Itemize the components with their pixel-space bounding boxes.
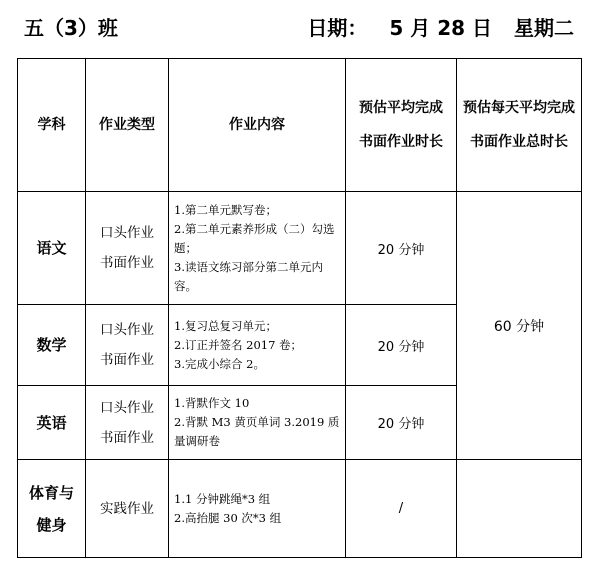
content-item: 2.订正并签名 2017 卷； bbox=[174, 337, 303, 352]
table-row bbox=[18, 460, 582, 558]
type-label: 实践作业 bbox=[100, 500, 154, 517]
content-cell bbox=[169, 460, 346, 558]
duration-cell: 20 分钟 bbox=[346, 386, 457, 460]
type-label: 书面作业 bbox=[100, 352, 154, 368]
date-label: 日期： bbox=[307, 16, 368, 40]
type-cell bbox=[86, 386, 169, 460]
table-header-row bbox=[18, 59, 582, 192]
subject-cell: 体育与健身 bbox=[18, 460, 86, 558]
column-header-type: 作业类型 bbox=[86, 59, 169, 192]
content-item: 1.背默作文 10 bbox=[174, 396, 250, 410]
column-header-duration: 预估平均完成书面作业时长 bbox=[346, 59, 457, 192]
type-label: 口头作业 bbox=[100, 225, 154, 241]
content-item: 2.高抬腿 30 次*3 组 bbox=[174, 510, 282, 525]
content-cell bbox=[169, 386, 346, 460]
content-item: 2.背默 M3 黄页单词 3.2019 质量调研卷 bbox=[174, 415, 340, 448]
content-cell bbox=[169, 305, 346, 386]
content-item: 1.复习总复习单元； bbox=[174, 318, 277, 333]
duration-cell: 20 分钟 bbox=[346, 305, 457, 386]
content-item: 3.读语文练习部分第二单元内容。 bbox=[174, 259, 323, 293]
type-label: 书面作业 bbox=[100, 429, 154, 446]
content-item: 3.完成小综合 2。 bbox=[174, 356, 265, 371]
type-cell bbox=[86, 460, 169, 558]
class-name: 五（3）班 bbox=[24, 16, 118, 40]
duration-cell: 20 分钟 bbox=[346, 192, 457, 305]
homework-table bbox=[17, 58, 582, 558]
type-label: 口头作业 bbox=[100, 322, 154, 338]
content-item: 1.第二单元默写卷； bbox=[174, 202, 277, 217]
subject-cell: 英语 bbox=[18, 386, 86, 460]
column-header-content: 作业内容 bbox=[169, 59, 346, 192]
weekday: 星期二 bbox=[514, 16, 574, 40]
content-item: 2.第二单元素养形成（二）勾选题； bbox=[174, 221, 335, 255]
total-duration-cell: 60 分钟 bbox=[457, 192, 582, 460]
content-item: 1.1 分钟跳绳*3 组 bbox=[174, 491, 271, 506]
content-cell bbox=[169, 192, 346, 305]
type-label: 口头作业 bbox=[100, 399, 154, 416]
date-line bbox=[307, 12, 574, 41]
duration-cell: / bbox=[346, 460, 457, 558]
subject-cell: 语文 bbox=[18, 192, 86, 305]
date-value: 5 月 28 日 bbox=[389, 16, 492, 40]
type-cell bbox=[86, 305, 169, 386]
page-header bbox=[24, 8, 574, 42]
subject-cell: 数学 bbox=[18, 305, 86, 386]
empty-total-cell bbox=[457, 460, 582, 558]
type-label: 书面作业 bbox=[100, 255, 154, 271]
column-header-total: 预估每天平均完成书面作业总时长 bbox=[457, 59, 582, 192]
column-header-subject: 学科 bbox=[18, 59, 86, 192]
type-cell bbox=[86, 192, 169, 305]
table-row bbox=[18, 192, 582, 305]
